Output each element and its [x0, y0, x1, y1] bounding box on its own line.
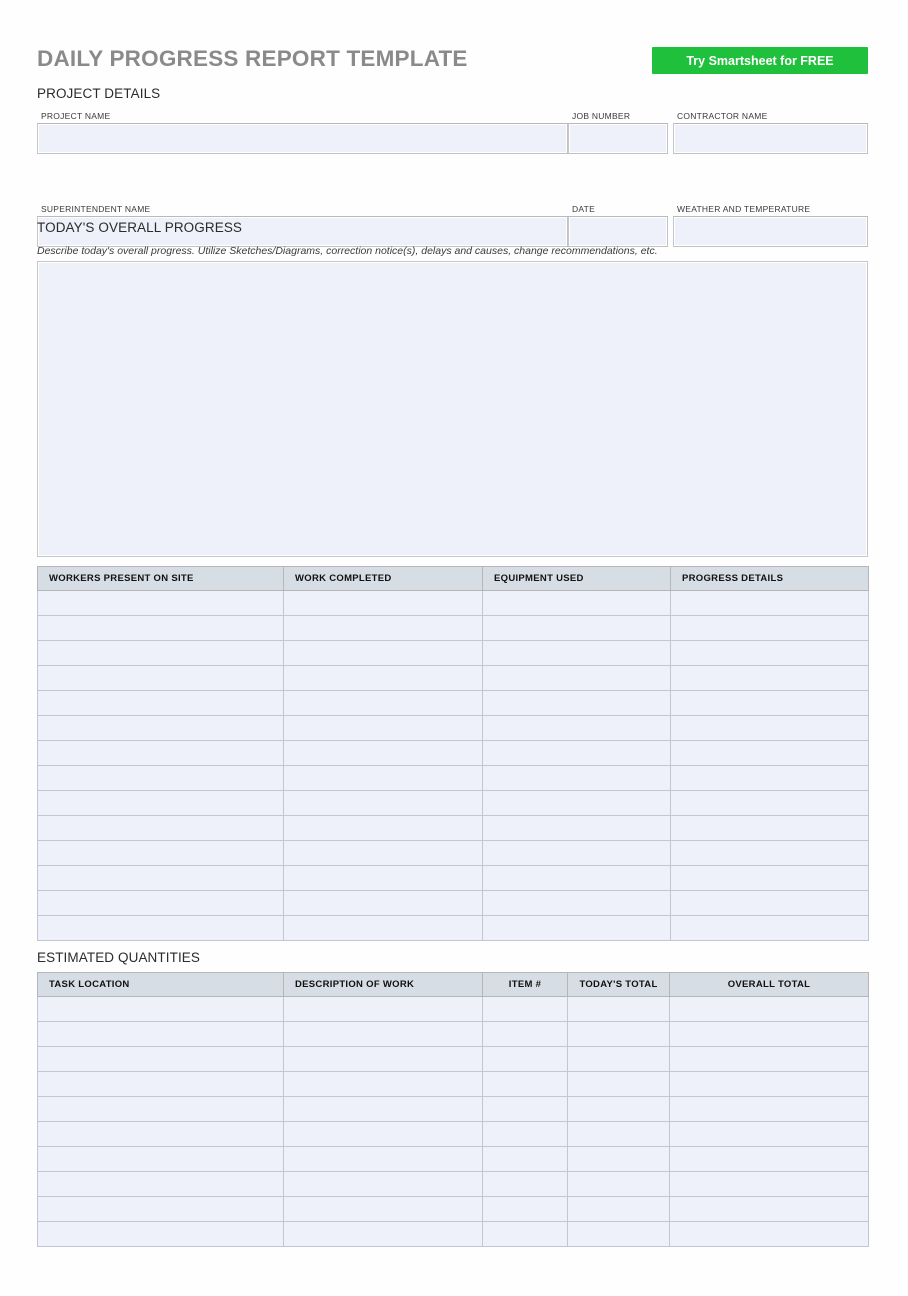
eq-col-description-of-work: DESCRIPTION OF WORK	[284, 973, 483, 997]
table-row[interactable]	[38, 591, 869, 616]
table-cell[interactable]	[38, 616, 284, 641]
table-cell[interactable]	[568, 997, 670, 1022]
table-cell[interactable]	[38, 741, 284, 766]
table-cell[interactable]	[284, 1097, 483, 1122]
table-cell[interactable]	[483, 616, 671, 641]
table-cell[interactable]	[284, 1022, 483, 1047]
table-cell[interactable]	[670, 997, 869, 1022]
estimated-quantities-header-row	[38, 973, 869, 997]
table-row[interactable]	[38, 666, 869, 691]
contractor-name-input[interactable]	[673, 123, 868, 154]
progress-col-work-completed: WORK COMPLETED	[284, 567, 483, 591]
table-cell[interactable]	[284, 816, 483, 841]
table-cell[interactable]	[284, 866, 483, 891]
table-cell[interactable]	[284, 616, 483, 641]
table-cell[interactable]	[284, 891, 483, 916]
field-weather-temperature	[673, 203, 868, 247]
table-cell[interactable]	[38, 1172, 284, 1197]
field-job-number-label: JOB NUMBER	[572, 111, 631, 121]
progress-col-progress-details: PROGRESS DETAILS	[671, 567, 869, 591]
table-row[interactable]	[38, 1197, 869, 1222]
progress-table-header-row	[38, 567, 869, 591]
table-cell[interactable]	[284, 841, 483, 866]
table-cell[interactable]	[284, 1047, 483, 1072]
table-cell[interactable]	[483, 1022, 568, 1047]
table-cell[interactable]	[483, 716, 671, 741]
table-cell[interactable]	[38, 1222, 284, 1247]
table-cell[interactable]	[284, 791, 483, 816]
table-cell[interactable]	[284, 1222, 483, 1247]
table-cell[interactable]	[670, 1072, 869, 1097]
project-name-input[interactable]	[37, 123, 568, 154]
table-row[interactable]	[38, 841, 869, 866]
table-cell[interactable]	[483, 1097, 568, 1122]
table-cell[interactable]	[38, 841, 284, 866]
table-cell[interactable]	[568, 1172, 670, 1197]
table-cell[interactable]	[38, 1072, 284, 1097]
overall-progress-note: Describe today's overall progress. Utilize Sketches/Diagrams, correction notice(s), delays and causes, change recommendations, etc.	[37, 245, 658, 257]
table-cell[interactable]	[483, 816, 671, 841]
estimated-quantities-table-body	[38, 997, 869, 1247]
table-cell[interactable]	[671, 816, 869, 841]
eq-col-overall-total: OVERALL TOTAL	[670, 973, 869, 997]
table-cell[interactable]	[38, 666, 284, 691]
table-cell[interactable]	[38, 866, 284, 891]
progress-table	[37, 566, 869, 941]
table-cell[interactable]	[483, 666, 671, 691]
table-cell[interactable]	[284, 766, 483, 791]
field-project-name	[37, 110, 568, 154]
table-cell[interactable]	[483, 591, 671, 616]
table-cell[interactable]	[568, 1222, 670, 1247]
table-cell[interactable]	[568, 1122, 670, 1147]
table-cell[interactable]	[38, 891, 284, 916]
table-cell[interactable]	[38, 766, 284, 791]
table-row[interactable]	[38, 997, 869, 1022]
table-row[interactable]	[38, 1072, 869, 1097]
table-cell[interactable]	[670, 1172, 869, 1197]
table-cell[interactable]	[284, 666, 483, 691]
table-row[interactable]	[38, 1147, 869, 1172]
table-cell[interactable]	[38, 916, 284, 941]
table-cell[interactable]	[38, 1047, 284, 1072]
table-cell[interactable]	[568, 1097, 670, 1122]
table-cell[interactable]	[483, 1197, 568, 1222]
table-cell[interactable]	[671, 691, 869, 716]
table-cell[interactable]	[483, 1147, 568, 1172]
table-cell[interactable]	[284, 641, 483, 666]
table-row[interactable]	[38, 1122, 869, 1147]
table-row[interactable]	[38, 766, 869, 791]
table-cell[interactable]	[671, 916, 869, 941]
table-cell[interactable]	[38, 716, 284, 741]
eq-col-item-number: ITEM #	[483, 973, 568, 997]
table-row[interactable]	[38, 1022, 869, 1047]
progress-col-workers: WORKERS PRESENT ON SITE	[38, 567, 284, 591]
table-row[interactable]	[38, 716, 869, 741]
table-cell[interactable]	[38, 1097, 284, 1122]
table-cell[interactable]	[38, 1197, 284, 1222]
table-row[interactable]	[38, 916, 869, 941]
project-details-row-1	[37, 110, 908, 154]
field-weather-temperature-label: WEATHER AND TEMPERATURE	[677, 204, 811, 214]
table-cell[interactable]	[670, 1197, 869, 1222]
field-date	[568, 203, 668, 247]
table-cell[interactable]	[483, 997, 568, 1022]
eq-col-todays-total: TODAY'S TOTAL	[568, 973, 670, 997]
field-job-number	[568, 110, 668, 154]
table-cell[interactable]	[483, 1072, 568, 1097]
table-cell[interactable]	[671, 791, 869, 816]
table-cell[interactable]	[483, 1172, 568, 1197]
table-cell[interactable]	[671, 741, 869, 766]
table-cell[interactable]	[483, 791, 671, 816]
table-row[interactable]	[38, 866, 869, 891]
table-cell[interactable]	[671, 891, 869, 916]
table-cell[interactable]	[483, 691, 671, 716]
table-cell[interactable]	[284, 716, 483, 741]
table-cell[interactable]	[284, 691, 483, 716]
table-cell[interactable]	[483, 841, 671, 866]
table-row[interactable]	[38, 641, 869, 666]
table-row[interactable]	[38, 616, 869, 641]
table-cell[interactable]	[568, 1147, 670, 1172]
table-cell[interactable]	[568, 1047, 670, 1072]
table-cell[interactable]	[284, 741, 483, 766]
table-cell[interactable]	[284, 1197, 483, 1222]
table-row[interactable]	[38, 741, 869, 766]
estimated-quantities-table	[37, 972, 869, 1247]
table-cell[interactable]	[284, 591, 483, 616]
weather-temperature-input[interactable]	[673, 216, 868, 247]
table-row[interactable]	[38, 691, 869, 716]
table-cell[interactable]	[38, 816, 284, 841]
table-cell[interactable]	[483, 916, 671, 941]
table-row[interactable]	[38, 1097, 869, 1122]
table-cell[interactable]	[38, 1147, 284, 1172]
table-cell[interactable]	[670, 1222, 869, 1247]
field-date-label: DATE	[572, 204, 596, 214]
table-cell[interactable]	[670, 1047, 869, 1072]
page-title: DAILY PROGRESS REPORT TEMPLATE	[37, 46, 468, 71]
table-cell[interactable]	[568, 1072, 670, 1097]
field-project-name-label: PROJECT NAME	[41, 111, 111, 121]
table-row[interactable]	[38, 791, 869, 816]
progress-col-equipment-used: EQUIPMENT USED	[483, 567, 671, 591]
table-cell[interactable]	[284, 1122, 483, 1147]
table-cell[interactable]	[671, 591, 869, 616]
table-cell[interactable]	[284, 1147, 483, 1172]
table-cell[interactable]	[483, 866, 671, 891]
table-cell[interactable]	[38, 791, 284, 816]
table-cell[interactable]	[670, 1022, 869, 1047]
field-superintendent-name-label: SUPERINTENDENT NAME	[41, 204, 151, 214]
table-cell[interactable]	[38, 591, 284, 616]
table-cell[interactable]	[284, 1172, 483, 1197]
table-cell[interactable]	[670, 1147, 869, 1172]
table-cell[interactable]	[483, 1047, 568, 1072]
table-cell[interactable]	[671, 766, 869, 791]
table-cell[interactable]	[671, 616, 869, 641]
field-contractor-name	[673, 110, 868, 154]
table-row[interactable]	[38, 1172, 869, 1197]
table-cell[interactable]	[671, 841, 869, 866]
date-input[interactable]	[568, 216, 668, 247]
table-cell[interactable]	[483, 891, 671, 916]
overall-progress-heading: TODAY'S OVERALL PROGRESS	[37, 220, 243, 235]
table-cell[interactable]	[483, 1222, 568, 1247]
table-cell[interactable]	[671, 641, 869, 666]
table-cell[interactable]	[483, 766, 671, 791]
table-row[interactable]	[38, 816, 869, 841]
table-cell[interactable]	[670, 1122, 869, 1147]
table-cell[interactable]	[284, 1072, 483, 1097]
table-row[interactable]	[38, 1222, 869, 1247]
job-number-input[interactable]	[568, 123, 668, 154]
table-cell[interactable]	[670, 1097, 869, 1122]
progress-table-body	[38, 591, 869, 941]
eq-col-task-location: TASK LOCATION	[38, 973, 284, 997]
table-row[interactable]	[38, 1047, 869, 1072]
table-cell[interactable]	[483, 641, 671, 666]
table-cell[interactable]	[284, 916, 483, 941]
table-cell[interactable]	[671, 716, 869, 741]
table-cell[interactable]	[38, 1022, 284, 1047]
table-row[interactable]	[38, 891, 869, 916]
table-cell[interactable]	[38, 997, 284, 1022]
field-contractor-name-label: CONTRACTOR NAME	[677, 111, 768, 121]
table-cell[interactable]	[483, 1122, 568, 1147]
overall-progress-textarea[interactable]	[37, 261, 868, 557]
table-cell[interactable]	[284, 997, 483, 1022]
table-cell[interactable]	[671, 866, 869, 891]
try-smartsheet-button[interactable]: Try Smartsheet for FREE	[652, 47, 868, 74]
project-details-heading: PROJECT DETAILS	[37, 86, 161, 101]
table-cell[interactable]	[38, 1122, 284, 1147]
estimated-quantities-heading: ESTIMATED QUANTITIES	[37, 950, 201, 965]
table-cell[interactable]	[568, 1022, 670, 1047]
table-cell[interactable]	[483, 741, 671, 766]
table-cell[interactable]	[38, 641, 284, 666]
table-cell[interactable]	[671, 666, 869, 691]
table-cell[interactable]	[38, 691, 284, 716]
page-header	[37, 44, 868, 78]
table-cell[interactable]	[568, 1197, 670, 1222]
